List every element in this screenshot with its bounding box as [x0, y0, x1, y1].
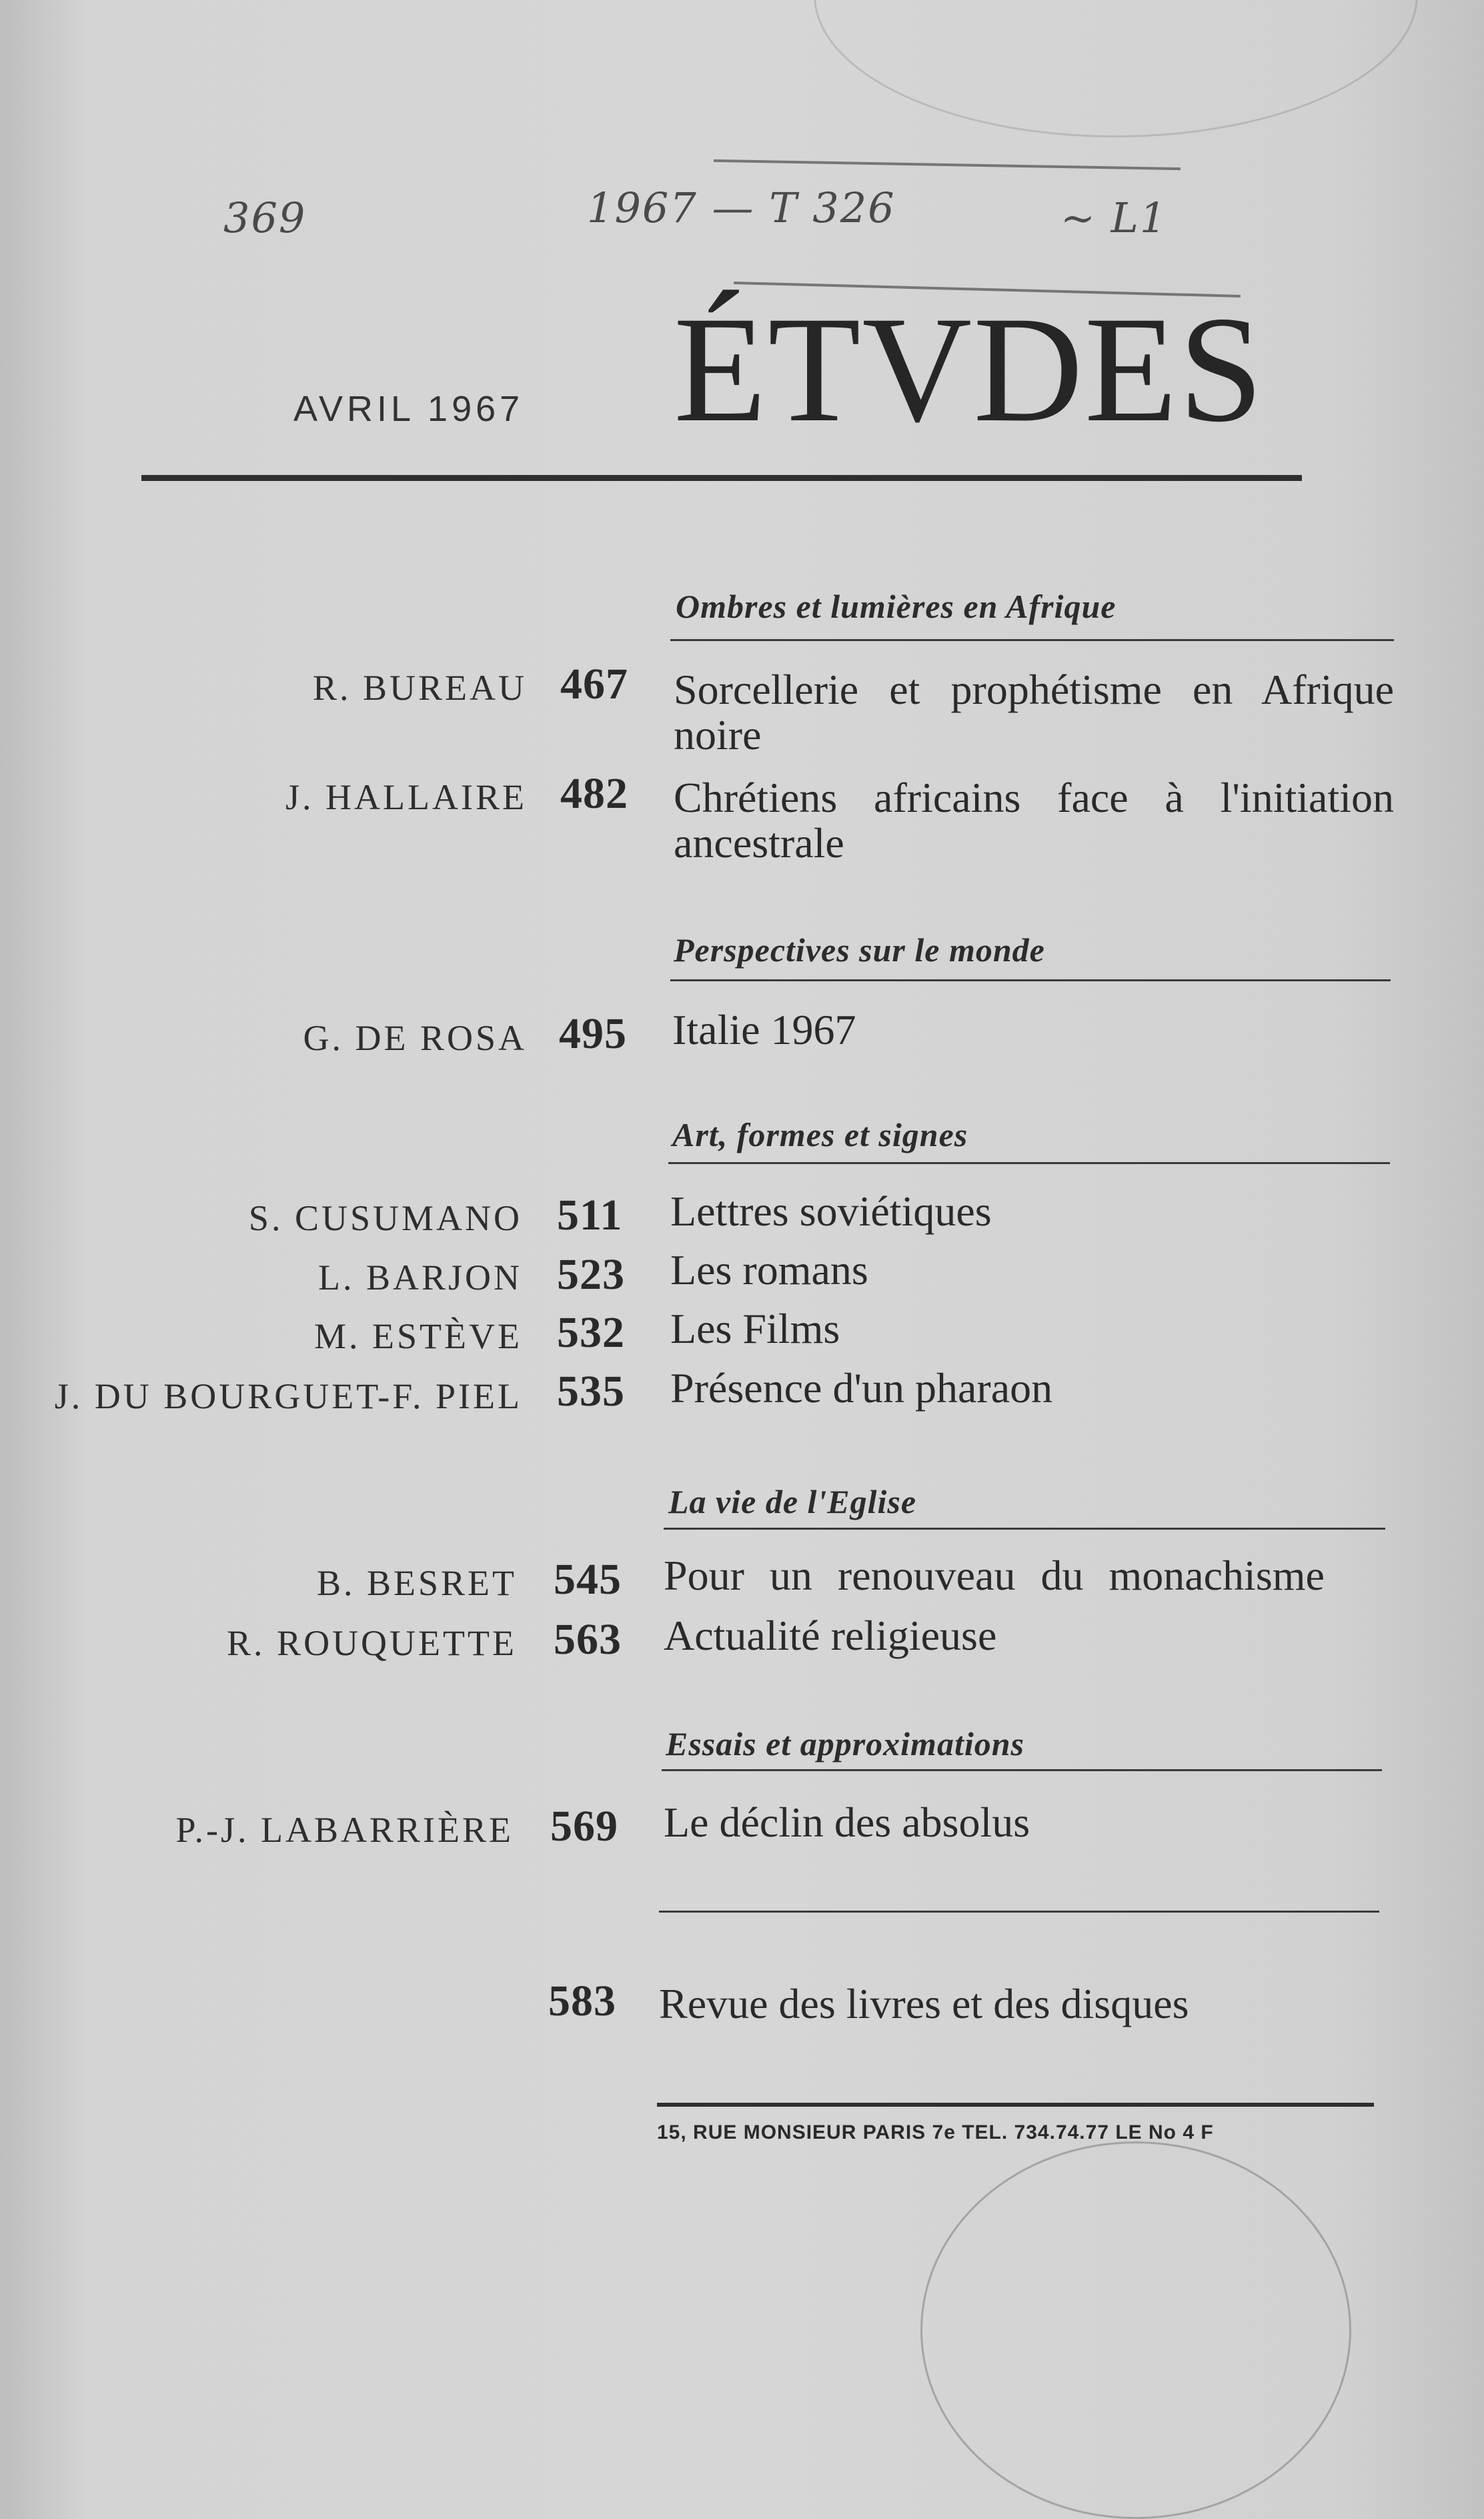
page-number: 545 [554, 1555, 622, 1604]
article-author: R. ROUQUETTE [227, 1623, 517, 1663]
section-divider [668, 1162, 1390, 1164]
article-author: L. BARJON [317, 1257, 522, 1298]
masthead-divider [141, 475, 1302, 481]
article-title: Pour un renouveau du monachisme [664, 1552, 1325, 1599]
page-number: 535 [557, 1367, 625, 1416]
section-title: Ombres et lumières en Afrique [676, 588, 1117, 625]
article-author: J. DU BOURGUET-F. PIEL [54, 1376, 522, 1416]
handwritten-note: ~ L1 [1060, 193, 1168, 242]
article-author: S. CUSUMANO [248, 1198, 522, 1238]
page-number: 511 [557, 1191, 623, 1239]
handwritten-number: 369 [223, 193, 307, 242]
handwritten-stroke [714, 159, 1181, 170]
section-divider [659, 1911, 1379, 1913]
article-title: Revue des livres et des disques [659, 1980, 1189, 2027]
page-number: 563 [554, 1615, 622, 1664]
handwritten-reference: 1967 — T 326 [587, 183, 896, 232]
issue-date: AVRIL 1967 [293, 389, 524, 429]
section-title: Essais et approximations [666, 1725, 1024, 1762]
section-title: Art, formes et signes [672, 1116, 968, 1153]
page-number: 495 [559, 1009, 627, 1058]
section-divider [664, 1528, 1385, 1530]
library-stamp [814, 0, 1418, 137]
article-title: Chrétiens africains face à l'initiation ancestrale [674, 774, 1394, 867]
article-title: Lettres soviétiques [670, 1187, 992, 1235]
article-author: B. BESRET [316, 1563, 517, 1603]
article-title: Les romans [670, 1246, 868, 1294]
section-title: Perspectives sur le monde [674, 931, 1045, 969]
section-title: La vie de l'Eglise [668, 1483, 917, 1520]
library-stamp [920, 2141, 1351, 2519]
article-author: R. BUREAU [312, 668, 527, 708]
article-title: Présence d'un pharaon [670, 1364, 1053, 1412]
page-number: 482 [560, 769, 628, 818]
article-author: M. ESTÈVE [314, 1316, 522, 1356]
page-number: 569 [550, 1802, 618, 1851]
article-title: Actualité religieuse [664, 1612, 997, 1659]
section-divider [670, 979, 1391, 981]
section-divider [662, 1769, 1382, 1771]
article-title: Sorcellerie et prophétisme en Afrique noire [674, 666, 1394, 759]
article-author: G. DE ROSA [303, 1018, 527, 1058]
publisher-address: 15, RUE MONSIEUR PARIS 7e TEL. 734.74.77 LE No 4 F [657, 2121, 1214, 2143]
article-title: Les Films [670, 1305, 840, 1352]
page-number: 467 [560, 660, 628, 708]
section-divider [670, 639, 1394, 641]
journal-title: ÉTVDES [674, 286, 1265, 454]
article-title: Le déclin des absolus [664, 1799, 1030, 1846]
footer-divider [657, 2103, 1374, 2107]
article-author: J. HALLAIRE [285, 777, 527, 817]
page-number: 532 [557, 1308, 625, 1357]
article-author: P.-J. LABARRIÈRE [175, 1810, 514, 1850]
page-number: 523 [557, 1250, 625, 1299]
article-title: Italie 1967 [672, 1006, 856, 1053]
page-number: 583 [548, 1977, 616, 2025]
